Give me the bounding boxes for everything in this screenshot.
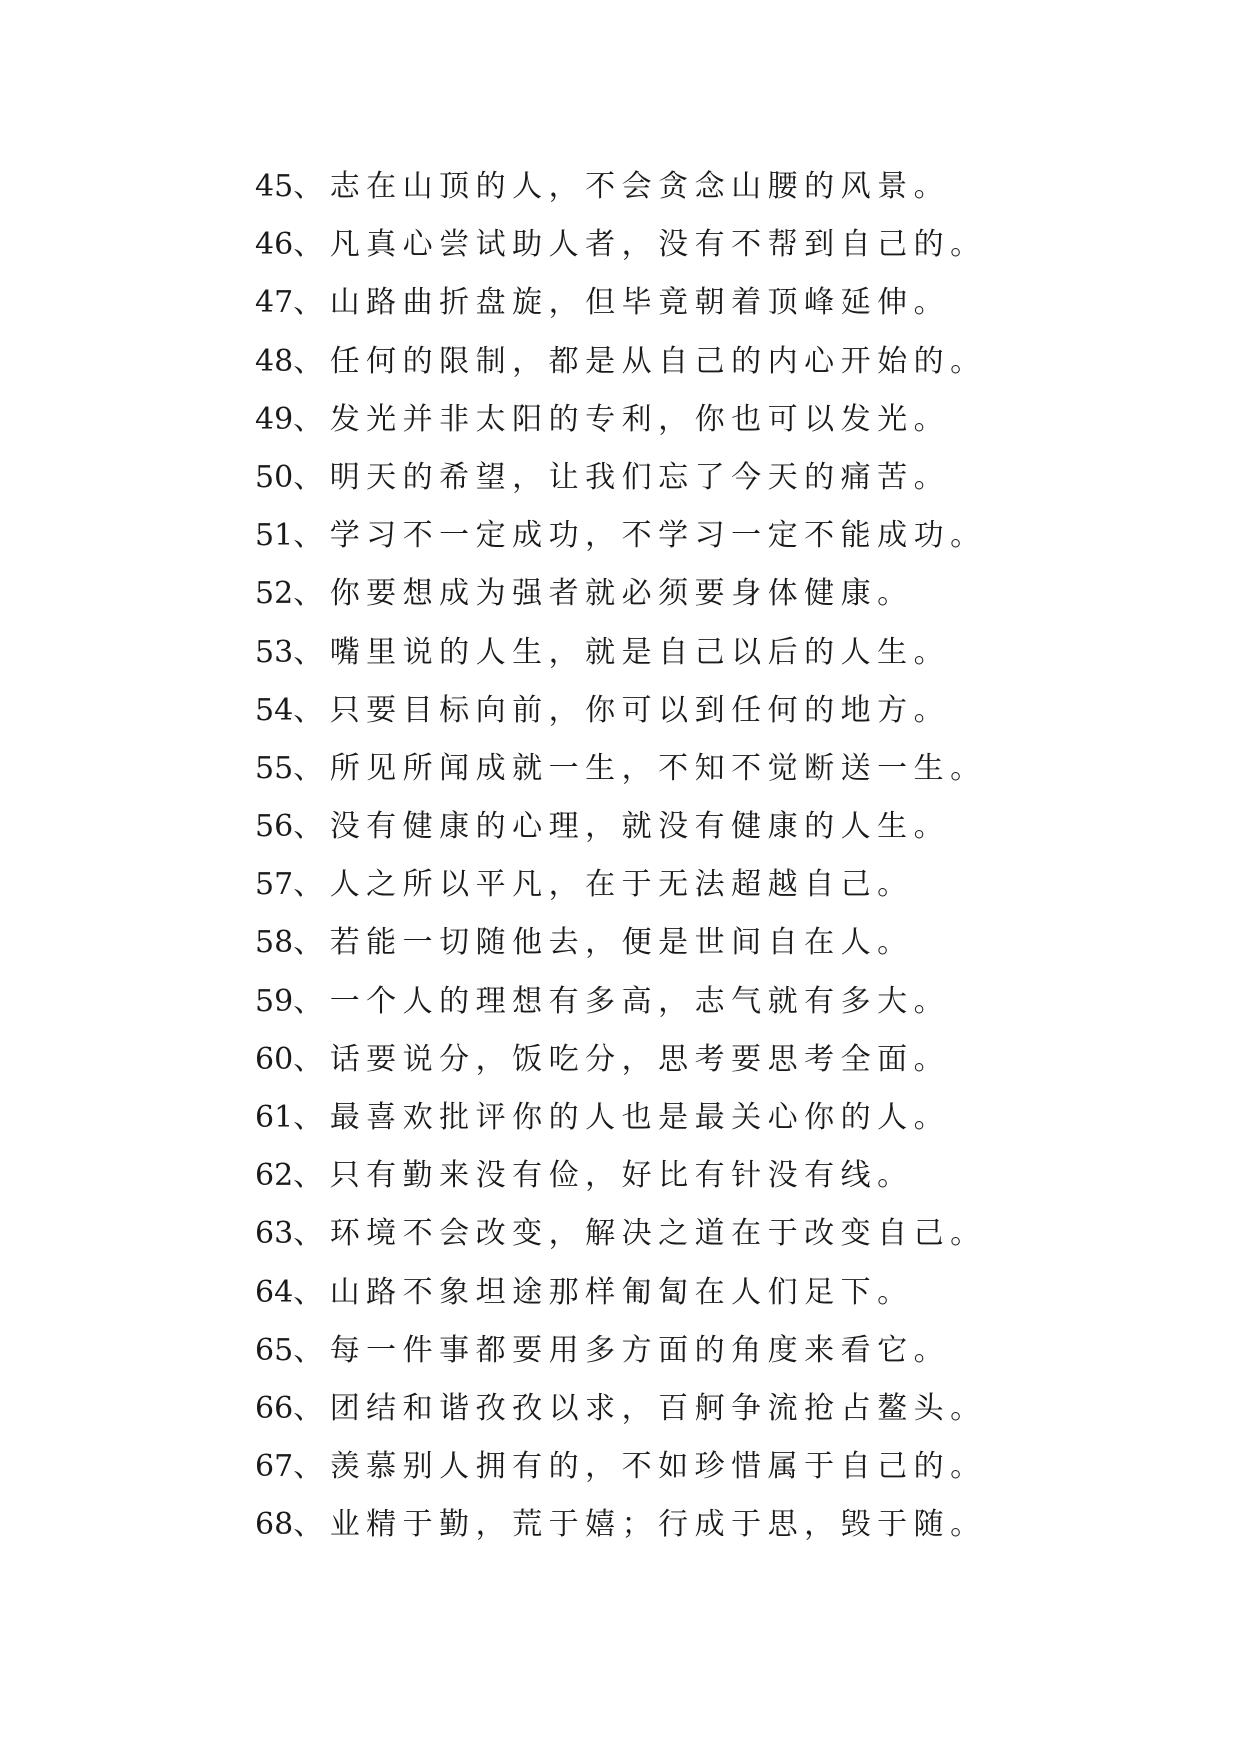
quote-number: 54 [255,692,294,728]
quote-separator: 、 [293,227,330,263]
quote-number: 67 [255,1449,294,1485]
quote-text: 若能一切随他去，便是世间自在人。 [329,925,914,961]
quote-separator: 、 [293,1100,330,1135]
quote-number: 63 [255,1216,294,1252]
quote-number: 47 [255,285,294,321]
quote-number: 59 [255,983,294,1019]
quote-text: 发光并非太阳的专利，你也可以发光。 [329,401,951,437]
quote-separator: 、 [293,692,330,728]
quote-number: 48 [255,343,294,379]
quote-item [255,507,1155,565]
quote-item [255,1089,1155,1147]
quote-separator: 、 [293,634,330,670]
quote-text: 人之所以平凡，在于无法超越自己。 [329,867,914,903]
quote-item [255,1438,1155,1496]
quote-text: 所见所闻成就一生，不知不觉断送一生。 [329,750,987,786]
quote-item [255,1147,1155,1205]
quote-text: 嘴里说的人生，就是自己以后的人生。 [329,634,951,670]
quote-separator: 、 [293,925,330,961]
quote-item [255,158,1155,216]
quote-number: 62 [255,1158,294,1194]
quote-list [255,158,1155,1555]
quote-item [255,1031,1155,1089]
quote-number: 68 [255,1507,294,1543]
quote-text: 任何的限制，都是从自己的内心开始的。 [329,343,987,379]
quote-number: 55 [255,750,294,786]
quote-item [255,333,1155,391]
quote-number: 58 [255,925,294,961]
quote-text: 话要说分，饭吃分，思考要思考全面。 [329,1041,951,1077]
quote-text: 凡真心尝试助人者，没有不帮到自己的。 [329,227,987,263]
quote-item [255,624,1155,682]
quote-text: 没有健康的心理，就没有健康的人生。 [329,809,951,845]
quote-text: 山路不象坦途那样匍匐在人们足下。 [329,1274,914,1310]
quote-number: 53 [255,634,294,670]
quote-number: 49 [255,401,294,437]
quote-separator: 、 [293,983,330,1019]
quote-number: 64 [255,1274,294,1310]
quote-item [255,798,1155,856]
quote-separator: 、 [293,576,330,612]
quote-separator: 、 [293,1158,330,1194]
quote-separator: 、 [293,867,330,903]
quote-separator: 、 [293,1507,330,1543]
quote-number: 52 [255,576,294,612]
quote-item [255,1264,1155,1322]
quote-item [255,449,1155,507]
quote-number: 45 [255,169,294,204]
quote-item [255,1205,1155,1263]
quote-item [255,1496,1155,1554]
quote-separator: 、 [293,1274,330,1310]
quote-text: 羡慕别人拥有的，不如珍惜属于自己的。 [329,1449,987,1485]
quote-number: 66 [255,1390,294,1426]
quote-text: 一个人的理想有多高，志气就有多大。 [329,983,951,1019]
quote-separator: 、 [293,809,330,845]
quote-item [255,391,1155,449]
quote-number: 57 [255,867,294,903]
quote-separator: 、 [293,459,330,495]
quote-item [255,216,1155,274]
quote-item [255,682,1155,740]
quote-number: 50 [255,459,294,495]
quote-text: 业精于勤，荒于嬉；行成于思，毁于随。 [329,1507,987,1543]
quote-text: 你要想成为强者就必须要身体健康。 [329,576,914,612]
quote-number: 51 [255,518,294,554]
quote-separator: 、 [293,169,330,204]
quote-text: 山路曲折盘旋，但毕竟朝着顶峰延伸。 [329,285,951,321]
quote-text: 每一件事都要用多方面的角度来看它。 [329,1332,951,1368]
quote-number: 56 [255,809,294,845]
quote-separator: 、 [293,1041,330,1077]
quote-separator: 、 [293,1216,330,1252]
quote-number: 65 [255,1332,294,1368]
quote-separator: 、 [293,518,330,554]
quote-item [255,1322,1155,1380]
quote-number: 46 [255,227,294,263]
quote-separator: 、 [293,401,330,437]
quote-item [255,856,1155,914]
quote-separator: 、 [293,750,330,786]
quote-text: 最喜欢批评你的人也是最关心你的人。 [329,1100,951,1135]
quote-item [255,1380,1155,1438]
quote-separator: 、 [293,343,330,379]
quote-text: 团结和谐孜孜以求，百舸争流抢占鳌头。 [329,1390,987,1426]
quote-item [255,274,1155,332]
quote-text: 环境不会改变，解决之道在于改变自己。 [329,1216,987,1252]
quote-separator: 、 [293,285,330,321]
quote-item [255,740,1155,798]
quote-separator: 、 [293,1332,330,1368]
quote-text: 学习不一定成功，不学习一定不能成功。 [329,518,987,554]
quote-text: 只有勤来没有俭，好比有针没有线。 [329,1158,914,1194]
quote-separator: 、 [293,1390,330,1426]
quote-item [255,973,1155,1031]
quote-item [255,914,1155,972]
quote-text: 只要目标向前，你可以到任何的地方。 [329,692,951,728]
quote-text: 志在山顶的人，不会贪念山腰的风景。 [329,169,951,204]
quote-separator: 、 [293,1449,330,1485]
quote-text: 明天的希望，让我们忘了今天的痛苦。 [329,459,951,495]
quote-number: 60 [255,1041,294,1077]
quote-number: 61 [255,1100,294,1135]
quote-item [255,565,1155,623]
